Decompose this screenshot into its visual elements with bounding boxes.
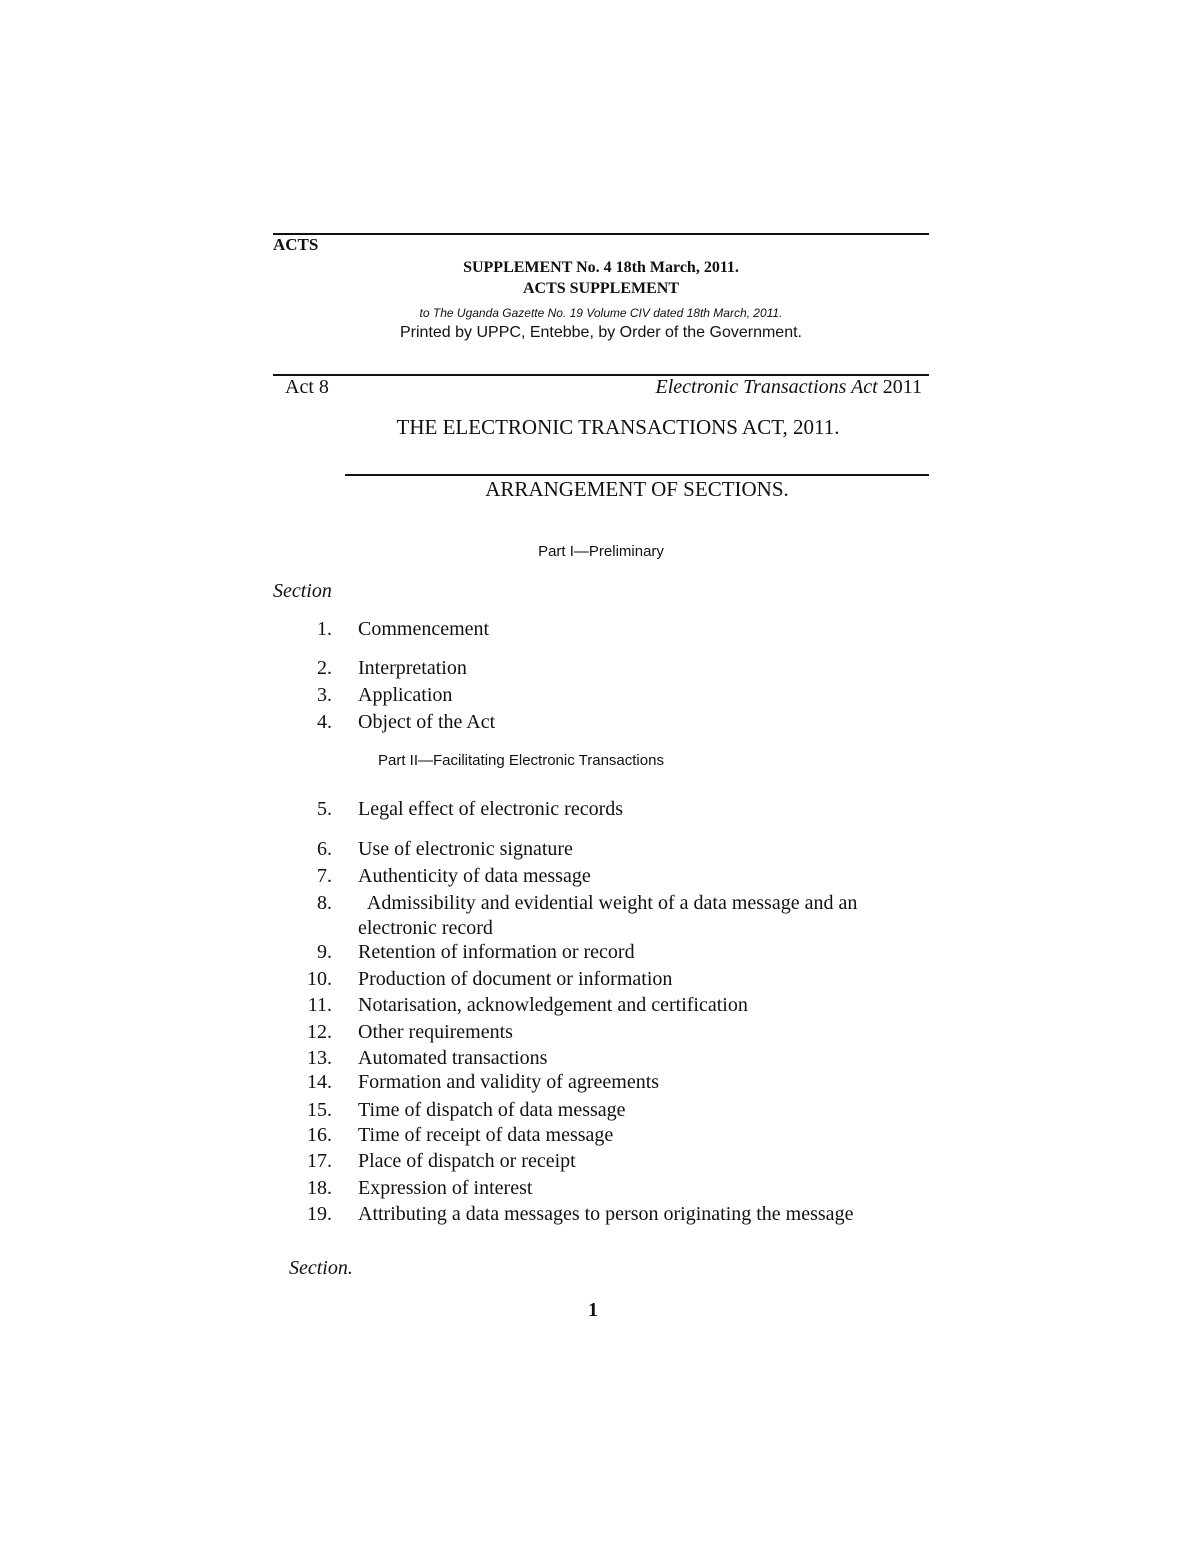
- gazette-line: to The Uganda Gazette No. 19 Volume CIV dated 18th March, 2011.: [419, 306, 783, 320]
- section-number: 1.: [317, 618, 332, 640]
- arrangement-rule: [345, 474, 929, 476]
- section-title: Expression of interest: [358, 1177, 533, 1199]
- running-head-act-name: [656, 376, 922, 399]
- section-number: 5.: [317, 798, 332, 820]
- act-year: 2011: [877, 376, 922, 398]
- section-title: Production of document or information: [358, 968, 673, 990]
- section-number: 3.: [317, 684, 332, 706]
- section-number: 4.: [317, 711, 332, 733]
- supplement-title: ACTS SUPPLEMENT: [522, 280, 680, 297]
- header-top-rule: [273, 233, 929, 235]
- section-number: 2.: [317, 657, 332, 679]
- section-title: Other requirements: [358, 1021, 513, 1043]
- section-title: Formation and validity of agreements: [358, 1071, 660, 1093]
- section-title: Authenticity of data message: [358, 865, 591, 887]
- section-title: Retention of information or record: [358, 941, 635, 963]
- section-title: Automated transactions: [358, 1047, 548, 1069]
- act-name-italic: Electronic Transactions Act: [655, 376, 878, 398]
- section-number: 15.: [307, 1099, 332, 1121]
- section-title: Object of the Act: [358, 711, 496, 733]
- part-2-heading: Part II—Facilitating Electronic Transactions: [378, 752, 664, 769]
- section-title: Commencement: [358, 618, 490, 640]
- section-number: 7.: [317, 865, 332, 887]
- section-number: 11.: [307, 994, 332, 1016]
- section-number: 17.: [307, 1150, 332, 1172]
- section-title: Interpretation: [358, 657, 467, 679]
- section-title: Time of receipt of data message: [358, 1124, 614, 1146]
- section-number: 12.: [307, 1021, 332, 1043]
- part-1-heading: Part I—Preliminary: [538, 543, 664, 560]
- section-title: Place of dispatch or receipt: [358, 1150, 576, 1172]
- section-title: Notarisation, acknowledgement and certification: [358, 994, 748, 1016]
- act-title: THE ELECTRONIC TRANSACTIONS ACT, 2011.: [396, 415, 840, 439]
- section-title: Attributing a data messages to person originating the message: [358, 1203, 854, 1225]
- footer-section-label: Section.: [289, 1257, 353, 1279]
- section-column-heading: Section: [273, 580, 332, 602]
- section-number: 9.: [317, 941, 332, 963]
- section-title: Time of dispatch of data message: [358, 1099, 626, 1121]
- section-number: 10.: [307, 968, 332, 990]
- section-title-continuation: electronic record: [358, 917, 493, 939]
- act-number: Act 8: [285, 376, 329, 398]
- section-number: 6.: [317, 838, 332, 860]
- section-number: 8.: [317, 892, 332, 914]
- section-title: Admissibility and evidential weight of a data message and an: [358, 892, 858, 914]
- section-title: Application: [358, 684, 453, 706]
- section-title: Use of electronic signature: [358, 838, 573, 860]
- acts-label: ACTS: [273, 235, 319, 254]
- arrangement-heading: ARRANGEMENT OF SECTIONS.: [485, 477, 789, 501]
- page-number: 1: [588, 1299, 598, 1321]
- section-number: 16.: [307, 1124, 332, 1146]
- section-number: 19.: [307, 1203, 332, 1225]
- supplement-line: SUPPLEMENT No. 4 18th March, 2011.: [463, 259, 739, 276]
- section-title: Legal effect of electronic records: [358, 798, 624, 820]
- section-number: 14.: [307, 1071, 332, 1093]
- section-number: 18.: [307, 1177, 332, 1199]
- printed-by-line: Printed by UPPC, Entebbe, by Order of the Government.: [400, 324, 802, 341]
- section-number: 13.: [307, 1047, 332, 1069]
